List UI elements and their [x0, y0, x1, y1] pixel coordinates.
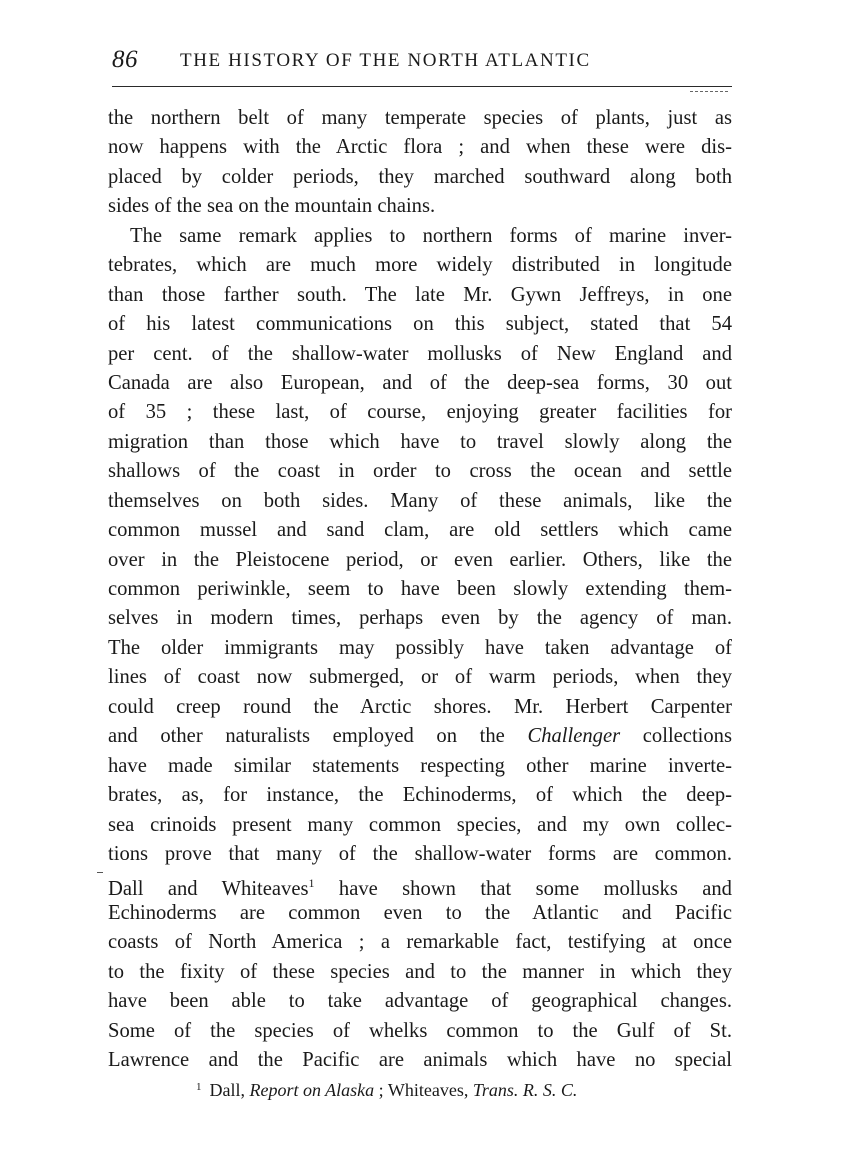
footnote-author: Dall,	[209, 1080, 245, 1100]
text-line: migration than those which have to travel slowly along the	[108, 430, 732, 453]
text-line: The same remark applies to northern forms of marine inver-	[130, 224, 732, 247]
stray-print-mark	[97, 872, 103, 873]
text-line: The older immigrants may possibly have taken advantage of	[108, 636, 732, 659]
header-rule	[112, 86, 732, 87]
text-line: of 35 ; these last, of course, enjoying greater facilities for	[108, 401, 732, 424]
footnote-marker: 1	[196, 1081, 202, 1093]
footnote-title: Trans. R. S. C.	[472, 1080, 578, 1100]
text-segment: and other naturalists employed on the	[108, 725, 505, 748]
page-number: 86	[112, 46, 138, 73]
text-line: brates, as, for instance, the Echinoderms, of which the deep-	[108, 784, 732, 807]
text-line: Echinoderms are common even to the Atlantic and Pacific	[108, 901, 732, 924]
text-line	[108, 722, 732, 751]
running-header	[112, 42, 732, 82]
text-line: over in the Pleistocene period, or even earlier. Others, like the	[108, 548, 732, 571]
text-line: to the fixity of these species and to the manner in which they	[108, 960, 732, 983]
text-line: common mussel and sand clam, are old settlers which came	[108, 519, 732, 542]
text-line: of his latest communications on this subject, stated that 54	[108, 313, 732, 336]
ship-name: Challenger	[527, 725, 621, 748]
text-line: placed by colder periods, they marched southward along both	[108, 165, 732, 188]
text-segment: have shown that some mollusks and	[338, 878, 732, 901]
header-rule-tail	[690, 91, 728, 92]
text-line: than those farther south. The late Mr. Gywn Jeffreys, in one	[108, 283, 732, 306]
text-line: have been able to take advantage of geographical changes.	[108, 990, 732, 1013]
text-line: could creep round the Arctic shores. Mr. Herbert Carpenter	[108, 695, 732, 718]
text-line: Canada are also European, and of the deep-sea forms, 30 out	[108, 371, 732, 394]
text-line: now happens with the Arctic flora ; and when these were dis-	[108, 136, 732, 159]
text-line: coasts of North America ; a remarkable fact, testifying at once	[108, 931, 732, 954]
text-line: sides of the sea on the mountain chains.	[108, 195, 436, 218]
text-line: have made similar statements respecting other marine inverte-	[108, 754, 732, 777]
text-line: Some of the species of whelks common to the Gulf of St.	[108, 1019, 732, 1042]
text-line: selves in modern times, perhaps even by the agency of man.	[108, 607, 732, 630]
footnote-title: Report on Alaska	[249, 1080, 375, 1100]
footnote	[196, 1080, 577, 1101]
body-text	[108, 104, 732, 1075]
text-line	[108, 869, 732, 901]
text-line: common periwinkle, seem to have been slowly extending them-	[108, 578, 732, 600]
text-line: tebrates, which are much more widely distributed in longitude	[108, 254, 732, 277]
text-line: tions prove that many of the shallow-water forms are common.	[108, 842, 732, 865]
footnote-separator: ;	[378, 1080, 384, 1100]
running-head-title: THE HISTORY OF THE NORTH ATLANTIC	[180, 50, 591, 71]
text-line: Lawrence and the Pacific are animals which have no special	[108, 1049, 732, 1071]
text-segment: collections	[642, 725, 732, 748]
text-line: the northern belt of many temperate species of plants, just as	[108, 107, 732, 129]
text-segment: Dall and Whiteaves	[108, 878, 309, 901]
text-line: lines of coast now submerged, or of warm periods, when they	[108, 666, 732, 689]
text-line: per cent. of the shallow-water mollusks of New England and	[108, 342, 732, 365]
text-line: shallows of the coast in order to cross the ocean and settle	[108, 460, 732, 483]
text-line: sea crinoids present many common species, and my own collec-	[108, 813, 732, 836]
footnote-reference: 1	[308, 876, 315, 891]
footnote-author: Whiteaves,	[387, 1080, 469, 1100]
text-line: themselves on both sides. Many of these animals, like the	[108, 489, 732, 512]
